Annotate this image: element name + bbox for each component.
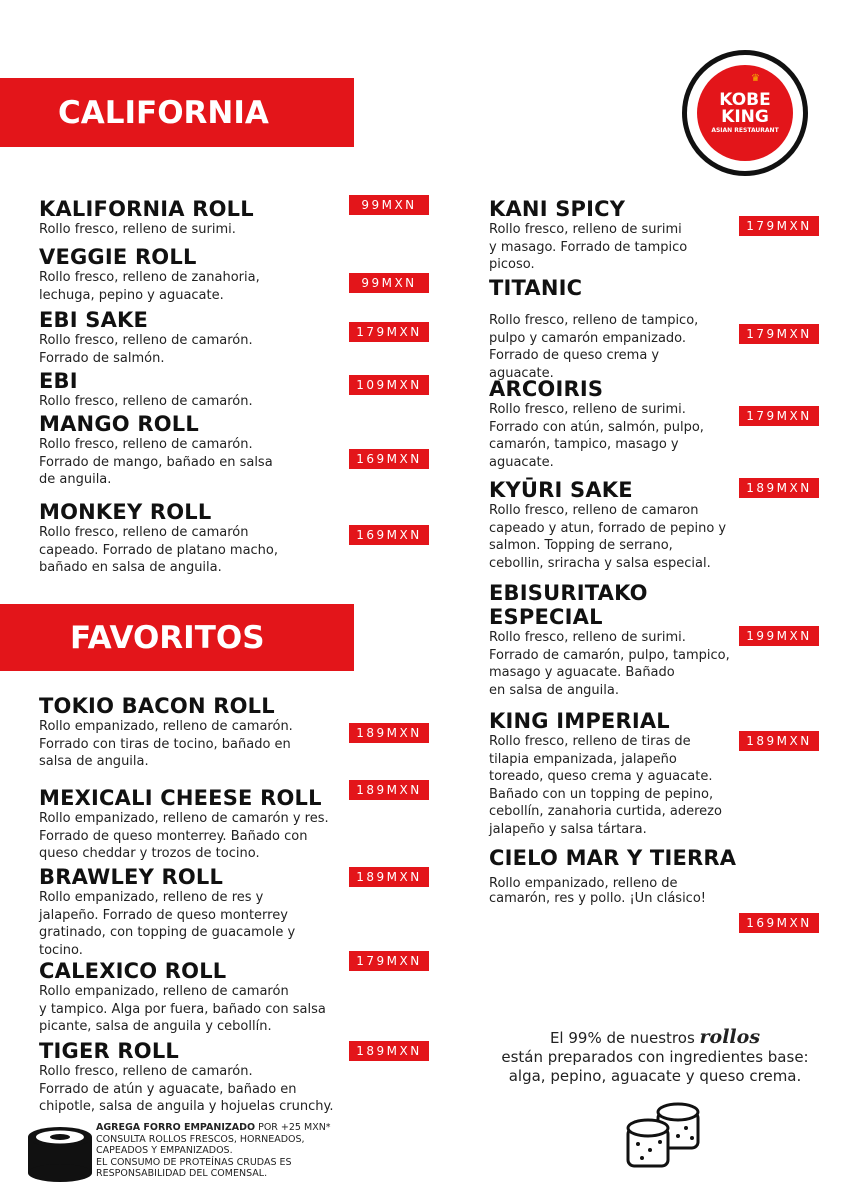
item-description: Rollo fresco, relleno de surimi. bbox=[39, 222, 236, 237]
price-tag: 169MXN bbox=[739, 913, 819, 933]
menu-item bbox=[489, 276, 698, 382]
item-name: MEXICALI CHEESE ROLL bbox=[39, 786, 322, 810]
item-name: TOKIO BACON ROLL bbox=[39, 694, 275, 718]
logo-badge bbox=[697, 65, 793, 161]
logo-line-1: KOBE bbox=[719, 89, 771, 110]
item-name: ARCOIRIS bbox=[489, 377, 604, 401]
menu-item bbox=[39, 959, 326, 1036]
item-name: EBI SAKE bbox=[39, 308, 149, 332]
menu-item bbox=[39, 865, 295, 959]
item-name: KALIFORNIA ROLL bbox=[39, 197, 254, 221]
menu-item bbox=[489, 846, 736, 906]
price-tag: 189MXN bbox=[349, 1041, 429, 1061]
item-name: BRAWLEY ROLL bbox=[39, 865, 224, 889]
item-description: Rollo fresco, relleno de camarón. Forrado de salmón. bbox=[39, 333, 253, 366]
price-tag: 189MXN bbox=[739, 731, 819, 751]
footer-note bbox=[96, 1122, 376, 1180]
note-line-1 bbox=[455, 1028, 855, 1048]
price-tag: 99MXN bbox=[349, 273, 429, 293]
logo-line-3: ASIAN RESTAURANT bbox=[711, 126, 779, 134]
item-description: Rollo fresco, relleno de camarón capeado. Forrado de platano macho, bañado en salsa de anguila. bbox=[39, 525, 279, 575]
menu-item bbox=[39, 308, 253, 367]
item-description: Rollo fresco, relleno de camarón. Forrado de atún y aguacate, bañado en chipotle, salsa de anguila y hojuelas crunchy. bbox=[39, 1064, 334, 1114]
note-pre: El 99% de nuestros bbox=[549, 1029, 700, 1047]
menu-item bbox=[39, 412, 273, 489]
crown-icon: ♛ bbox=[751, 73, 760, 84]
item-name: KING IMPERIAL bbox=[489, 709, 670, 733]
menu-item bbox=[39, 1039, 333, 1116]
menu-item bbox=[39, 245, 260, 304]
item-description: Rollo empanizado, relleno de camarón y tampico. Alga por fuera, bañado con salsa picante, salsa de anguila y cebollín. bbox=[39, 984, 326, 1034]
item-name: MANGO ROLL bbox=[39, 412, 199, 436]
price-tag: 99MXN bbox=[349, 195, 429, 215]
price-tag: 179MXN bbox=[739, 216, 819, 236]
item-name: VEGGIE ROLL bbox=[39, 245, 197, 269]
item-name: TIGER ROLL bbox=[39, 1039, 179, 1063]
menu-item bbox=[39, 197, 254, 239]
menu-item bbox=[489, 478, 726, 572]
item-description: Rollo empanizado, relleno de camarón, res y pollo. ¡Un clásico! bbox=[489, 876, 706, 906]
price-tag: 169MXN bbox=[349, 525, 429, 545]
note-line-3: alga, pepino, aguacate y queso crema. bbox=[508, 1067, 802, 1085]
item-name: CALEXICO ROLL bbox=[39, 959, 227, 983]
price-tag: 189MXN bbox=[739, 478, 819, 498]
price-tag: 189MXN bbox=[349, 780, 429, 800]
item-name: EBISURITAKO ESPECIAL bbox=[489, 581, 648, 629]
item-description: Rollo empanizado, relleno de camarón. Forrado con tiras de tocino, bañado en salsa de anguila. bbox=[39, 719, 293, 769]
ingredients-note bbox=[455, 1028, 855, 1086]
item-description: Rollo fresco, relleno de camarón. bbox=[39, 394, 253, 409]
item-description: Rollo fresco, relleno de camaron capeado y atun, forrado de pepino y salmon. Topping de serrano, cebollin, sriracha y salsa especial. bbox=[489, 503, 727, 571]
item-description: Rollo fresco, relleno de tampico, pulpo y camarón empanizado. Forrado de queso crema y aguacate. bbox=[489, 313, 699, 381]
price-tag: 179MXN bbox=[739, 324, 819, 344]
footer-line-2: CONSULTA ROLLOS FRESCOS, HORNEADOS, bbox=[96, 1133, 305, 1145]
item-name: KANI SPICY bbox=[489, 197, 626, 221]
item-description: Rollo fresco, relleno de surimi. Forrado de camarón, pulpo, tampico, masago y aguacate. Bañado en salsa de anguila. bbox=[489, 630, 730, 698]
footer-line-1 bbox=[96, 1122, 376, 1134]
section-california: CALIFORNIA bbox=[0, 78, 354, 147]
menu-item bbox=[489, 581, 730, 699]
note-highlight: rollos bbox=[699, 1026, 761, 1048]
note-line-2: están preparados con ingredientes base: bbox=[501, 1048, 809, 1066]
menu-item bbox=[39, 694, 293, 771]
menu-item bbox=[39, 786, 329, 863]
price-tag: 189MXN bbox=[349, 867, 429, 887]
price-tag: 179MXN bbox=[349, 322, 429, 342]
item-description: Rollo fresco, relleno de camarón. Forrado de mango, bañado en salsa de anguila. bbox=[39, 437, 273, 487]
item-description: Rollo fresco, relleno de tiras de tilapia empanizada, jalapeño toreado, queso crema y aguacate. Bañado con un topping de pepino, cebollín, zanahoria curtida, aderezo jalapeño y salsa tártara. bbox=[489, 734, 722, 837]
item-name: MONKEY ROLL bbox=[39, 500, 212, 524]
menu-item bbox=[489, 377, 704, 471]
section-favoritos: FAVORITOS bbox=[0, 604, 354, 671]
logo bbox=[682, 50, 808, 176]
price-tag: 189MXN bbox=[349, 723, 429, 743]
menu-item bbox=[489, 197, 687, 274]
menu-item bbox=[39, 369, 253, 411]
footer-line-5: RESPONSABILIDAD DEL COMENSAL. bbox=[96, 1168, 268, 1179]
item-name: TITANIC bbox=[489, 276, 583, 300]
sushi-pieces-icon bbox=[622, 1100, 706, 1172]
footer-line-3: CAPEADOS Y EMPANIZADOS. bbox=[96, 1145, 233, 1156]
item-name: CIELO MAR Y TIERRA bbox=[489, 846, 737, 870]
logo-line-2: KING bbox=[721, 106, 769, 127]
footer-line-4: EL CONSUMO DE PROTEÍNAS CRUDAS ES bbox=[96, 1156, 292, 1168]
price-tag: 109MXN bbox=[349, 375, 429, 395]
price-tag: 199MXN bbox=[739, 626, 819, 646]
menu-item bbox=[489, 709, 722, 838]
price-tag: 179MXN bbox=[349, 951, 429, 971]
footer-rest: POR +25 MXN* bbox=[255, 1122, 331, 1133]
item-description: Rollo fresco, relleno de zanahoria, lechuga, pepino y aguacate. bbox=[39, 270, 260, 303]
item-description: Rollo empanizado, relleno de camarón y res. Forrado de queso monterrey. Bañado con queso cheddar y trozos de tocino. bbox=[39, 811, 329, 861]
menu-item bbox=[39, 500, 278, 577]
footer-bold: AGREGA FORRO EMPANIZADO bbox=[96, 1122, 256, 1133]
item-description: Rollo empanizado, relleno de res y jalapeño. Forrado de queso monterrey gratinado, con topping de guacamole y tocino. bbox=[39, 890, 296, 958]
item-description: Rollo fresco, relleno de surimi y masago. Forrado de tampico picoso. bbox=[489, 222, 688, 272]
price-tag: 169MXN bbox=[349, 449, 429, 469]
price-tag: 179MXN bbox=[739, 406, 819, 426]
item-description: Rollo fresco, relleno de surimi. Forrado con atún, salmón, pulpo, camarón, tampico, masago y aguacate. bbox=[489, 402, 704, 470]
item-name: KYŪRI SAKE bbox=[489, 478, 633, 502]
sushi-roll-icon bbox=[25, 1125, 95, 1183]
item-name: EBI bbox=[39, 369, 78, 393]
